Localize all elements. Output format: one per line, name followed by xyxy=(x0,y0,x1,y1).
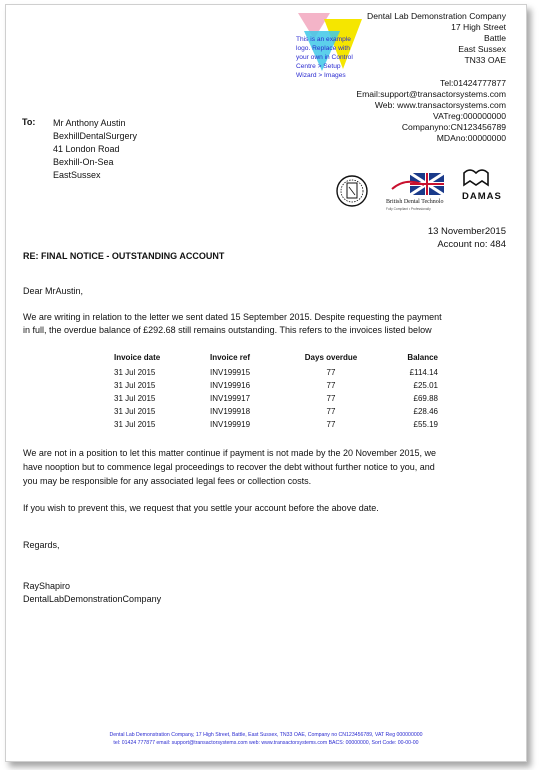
signer-name: RayShapiro xyxy=(23,581,71,591)
company-postcode: TN33 OAE xyxy=(464,55,506,65)
signature-block xyxy=(23,580,161,606)
company-town: Battle xyxy=(484,33,506,43)
paragraph-2: We are not in a position to let this matter continue if payment is not made by the 20 November 2015, we have nooption but to commence legal proceedings to recover the debt without further notice to you, and you may be responsible for any associated legal fees or collection costs. xyxy=(23,448,437,486)
table-row: 31 Jul 2015 INV199918 77 £28.46 xyxy=(114,407,438,416)
company-address xyxy=(356,11,506,144)
table-row: 31 Jul 2015 INV199915 77 £114.14 xyxy=(114,368,438,377)
header-invoice-ref: Invoice ref xyxy=(210,353,251,362)
bdt-flag-icon xyxy=(392,173,444,195)
closing: Regards, xyxy=(23,540,60,550)
recipient-address: Mr Anthony Austin BexhillDentalSurgery 41 London Road Bexhill-On-Sea EastSussex xyxy=(53,118,138,180)
invoice-table-header xyxy=(106,353,438,366)
letter-page xyxy=(5,4,527,762)
company-number: Companyno:CN123456789 xyxy=(401,122,506,132)
bdt-badge-subtext: Fully Compliant • Professionally xyxy=(386,207,431,211)
paragraph-3: If you wish to prevent this, we request that you settle your account before the above date. xyxy=(23,503,379,513)
invoice-table xyxy=(106,353,438,431)
footer-line-2: tel: 01424 777877 email: support@transactorsystems.com web: www.transactorsystems.com BACS: 00000000, Sort Code: 00-00-00 xyxy=(113,740,419,746)
seal-badge-icon xyxy=(337,176,367,206)
company-email: Email:support@transactorsystems.com xyxy=(356,89,506,99)
table-row: 31 Jul 2015 INV199916 77 £25.01 xyxy=(114,381,438,390)
to-label: To: xyxy=(22,117,36,127)
letter-date: 13 November2015 xyxy=(427,226,506,237)
header-days-overdue: Days overdue xyxy=(304,353,358,362)
company-county: East Sussex xyxy=(458,44,506,54)
company-web: Web: www.transactorsystems.com xyxy=(374,100,506,110)
company-mda: MDAno:00000000 xyxy=(436,133,506,143)
table-row: 31 Jul 2015 INV199919 77 £55.19 xyxy=(114,420,438,429)
footer-line-1: Dental Lab Demonstration Company, 17 High Street, Battle, East Sussex, TN33 OAE, Company no CN123456789, VAT Reg 000000000 xyxy=(109,732,423,738)
salutation: Dear MrAustin, xyxy=(23,286,84,296)
letter-meta xyxy=(428,225,506,251)
paragraph-1: We are writing in relation to the letter we sent dated 15 September 2015. Despite requesting the payment in full, the overdue balance of £292.68 still remains outstanding. This refers to the invoices listed below xyxy=(23,312,442,335)
company-vat: VATreg:000000000 xyxy=(433,111,506,121)
letter-subject: RE: FINAL NOTICE - OUTSTANDING ACCOUNT xyxy=(23,251,225,261)
table-row: 31 Jul 2015 INV199917 77 £69.88 xyxy=(114,394,438,403)
company-tel: Tel:01424777877 xyxy=(440,78,506,88)
account-number: Account no: 484 xyxy=(437,239,506,250)
damas-tooth-icon xyxy=(464,170,488,185)
bdt-badge-text: British Dental Technolo xyxy=(386,199,444,205)
damas-text: DAMAS xyxy=(462,191,502,202)
signer-company: DentalLabDemonstrationCompany xyxy=(23,594,162,604)
logo-placeholder-text: This is an example logo. Replace with your own in Control Centre > Setup Wizard > Images xyxy=(296,36,353,79)
company-name: Dental Lab Demonstration Company xyxy=(366,11,506,21)
accreditation-badges xyxy=(336,167,511,219)
company-street: 17 High Street xyxy=(451,22,506,32)
header-invoice-date: Invoice date xyxy=(114,353,161,362)
letter-footer xyxy=(6,731,526,747)
header-balance: Balance xyxy=(407,353,438,362)
